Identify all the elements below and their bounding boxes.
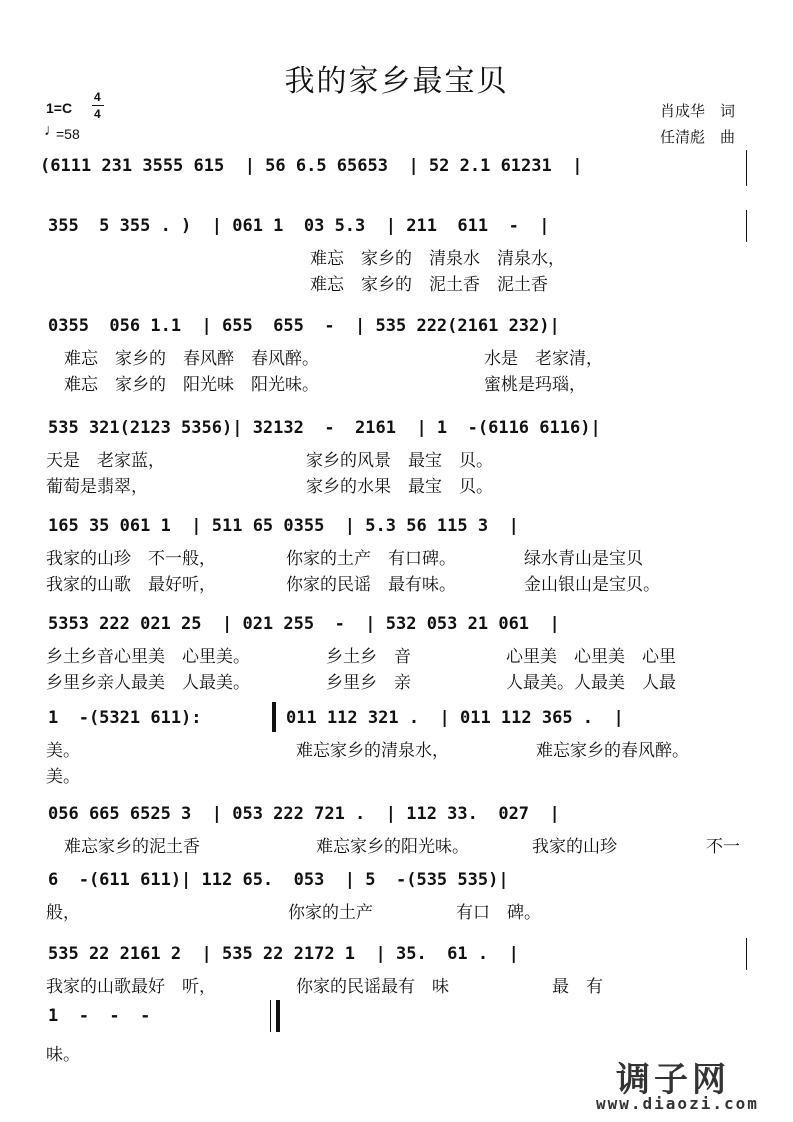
bar-line (746, 150, 747, 186)
notation-line-7b: 011 112 321 . | 011 112 365 . | (286, 708, 624, 728)
lyric-4d: 家乡的水果 最宝 贝。 (306, 477, 493, 497)
lyric-2a: 难忘 家乡的 清泉水 清泉水， (310, 249, 565, 269)
lyric-8c: 我家的山珍 (532, 837, 617, 857)
watermark-url: www.diaozi.com (596, 1094, 759, 1113)
notation-line-9: 6 -(611 611)| 112 65. 053 | 5 -(535 535)| (48, 870, 509, 890)
song-title: 我的家乡最宝贝 (284, 64, 509, 99)
notation-line-6: 5353 222 021 25 | 021 255 - | 532 053 21 061 | (48, 614, 560, 634)
tempo-value: =58 (56, 126, 80, 142)
notation-line-2: 355 5 355 . ) | 061 1 03 5.3 | 211 611 - | (48, 216, 550, 236)
lyric-4b: 家乡的风景 最宝 贝。 (306, 451, 493, 471)
notation-line-7a: 1 -(5321 611): (48, 708, 202, 728)
lyric-4c: 葡萄是翡翠， (46, 477, 148, 497)
lyric-3c: 难忘 家乡的 阳光味 阳光味。 (64, 375, 319, 395)
lyric-5e: 你家的民谣 最有味。 (286, 575, 456, 595)
lyric-8d: 不一 (706, 837, 740, 857)
notation-line-4: 535 321(2123 5356)| 32132 - 2161 | 1 -(6116 6116)| (48, 418, 601, 438)
notation-line-10: 535 22 2161 2 | 535 22 2172 1 | 35. 61 . | (48, 944, 519, 964)
lyric-6b: 乡土乡 音 (326, 647, 411, 667)
lyric-5f: 金山银山是宝贝。 (524, 575, 660, 595)
tempo-note-icon: ♩ (44, 122, 60, 139)
repeat-bar (272, 702, 276, 732)
lyric-8b: 难忘家乡的阳光味。 (316, 837, 469, 857)
lyric-7b: 难忘家乡的清泉水， (296, 741, 449, 761)
key-signature: 1=C (46, 100, 73, 116)
notation-line-5: 165 35 061 1 | 511 65 0355 | 5.3 56 115 3 | (48, 516, 519, 536)
lyric-6f: 人最美。人最美 人最 (506, 673, 676, 693)
lyric-7d: 美。 (46, 767, 80, 787)
lyric-10b: 你家的民谣最有 味 (296, 977, 449, 997)
notation-line-3: 0355 056 1.1 | 655 655 - | 535 222(2161 232)| (48, 316, 560, 336)
watermark-logo: 调子网 (616, 1060, 730, 1100)
lyric-4a: 天是 老家蓝， (46, 451, 165, 471)
lyric-6c: 心里美 心里美 心里 (506, 647, 676, 667)
lyric-6e: 乡里乡 亲 (326, 673, 411, 693)
lyric-3b: 水是 老家清， (484, 349, 603, 369)
lyric-9b: 你家的土产 (288, 903, 373, 923)
bar-line (270, 1000, 271, 1032)
notation-line-11: 1 - - - (48, 1006, 151, 1026)
lyric-5d: 我家的山歌 最好听， (46, 575, 216, 595)
lyric-7c: 难忘家乡的春风醉。 (536, 741, 689, 761)
lyric-3a: 难忘 家乡的 春风醉 春风醉。 (64, 349, 319, 369)
lyric-11a: 味。 (46, 1045, 80, 1065)
lyric-5a: 我家的山珍 不一般， (46, 549, 216, 569)
time-signature-line (92, 105, 104, 106)
lyric-5c: 绿水青山是宝贝 (524, 549, 643, 569)
final-bar (276, 1000, 280, 1032)
lyric-6d: 乡里乡亲人最美 人最美。 (46, 673, 250, 693)
lyric-7a: 美。 (46, 741, 80, 761)
lyric-8a: 难忘家乡的泥土香 (64, 837, 200, 857)
bar-line (746, 938, 747, 970)
time-signature-top: 4 (94, 90, 101, 104)
lyric-10a: 我家的山歌最好 听， (46, 977, 216, 997)
time-signature-bottom: 4 (94, 107, 101, 121)
lyric-9c: 有口 碑。 (456, 903, 541, 923)
lyric-9a: 般， (46, 903, 80, 923)
lyric-3d: 蜜桃是玛瑙， (484, 375, 586, 395)
lyric-6a: 乡土乡音心里美 心里美。 (46, 647, 250, 667)
notation-line-1: (6111 231 3555 615 | 56 6.5 65653 | 52 2.1 61231 | (40, 156, 583, 176)
lyric-10c: 最 有 (552, 977, 603, 997)
lyricist-credit: 肖成华 词 (660, 102, 736, 120)
notation-line-8: 056 665 6525 3 | 053 222 721 . | 112 33. 027 | (48, 804, 560, 824)
bar-line (746, 210, 747, 242)
lyric-2b: 难忘 家乡的 泥土香 泥土香 (310, 275, 548, 295)
lyric-5b: 你家的土产 有口碑。 (286, 549, 456, 569)
composer-credit: 任清彪 曲 (660, 128, 736, 146)
